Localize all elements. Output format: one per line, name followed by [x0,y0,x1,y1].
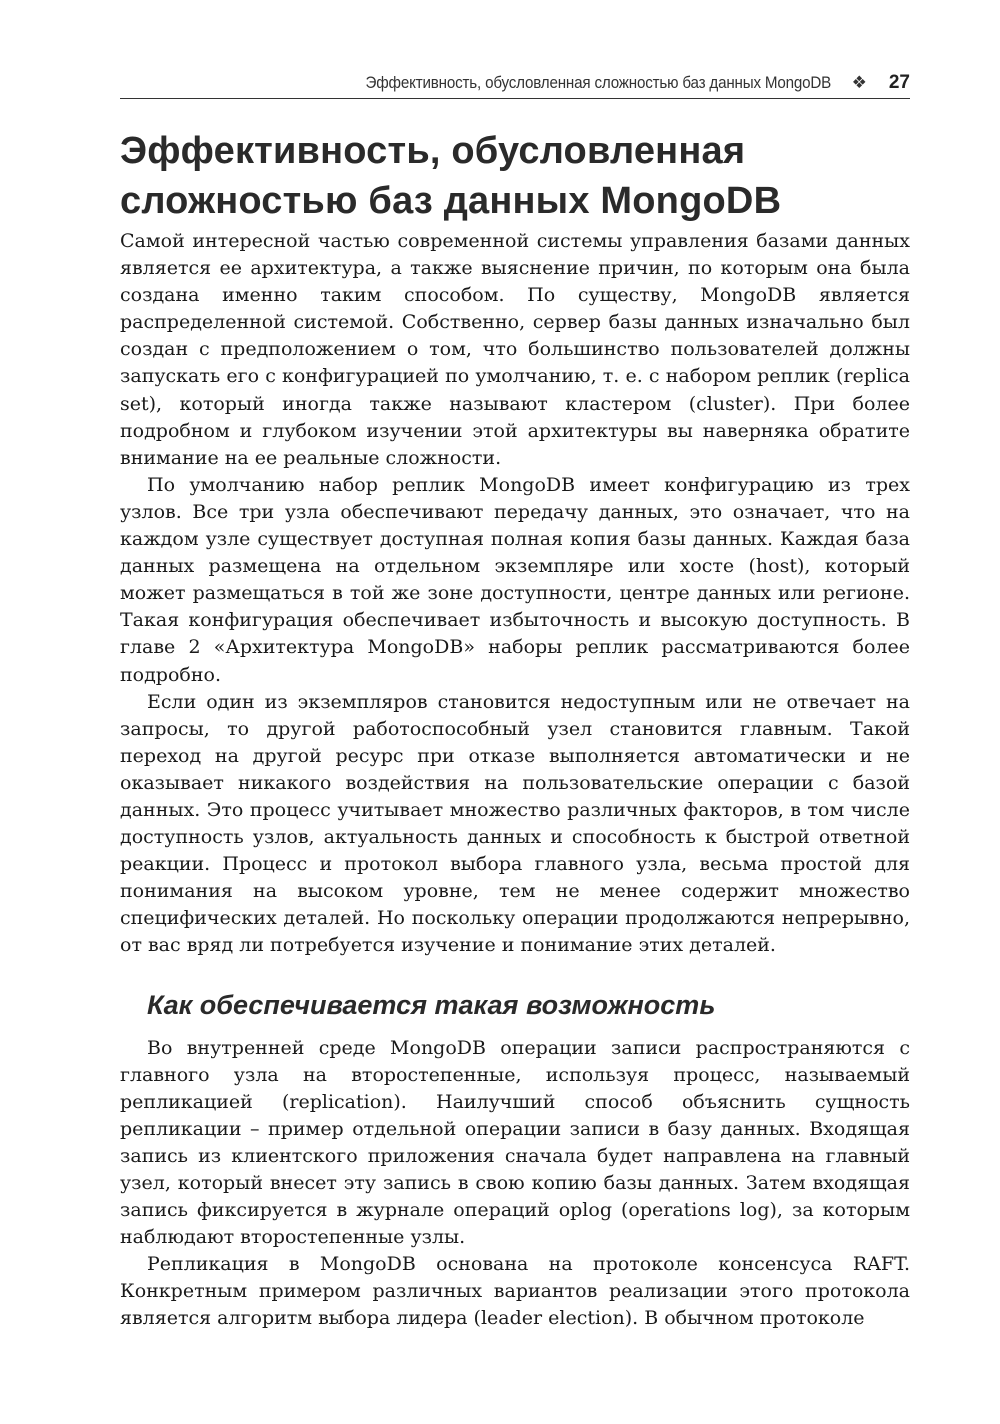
running-header [120,68,910,99]
diamond-ornament-icon: ❖ [851,73,867,92]
section-heading: Как обеспечивается такая возможность [147,989,716,1020]
body-paragraph: Если один из экземпляров становится недоступным или не отвечает на запросы, то другой работоспособный узел становится главным. Такой переход на другой ресурс при отказе выполняется автоматически и не оказывает никакого воздействия на пользовательские операции с базой данных. Это процесс учитывает множество различных факторов, в том числе доступность узлов, актуальность данных и способность к быстрой ответной реакции. Процесс и протокол выбора главного узла, весьма простой для понимания на высоком уровне, тем не менее содержит множество специфических деталей. Но поскольку операции продолжаются непрерывно, от вас вряд ли потребуется изучение и понимание этих деталей. [120,690,910,957]
body-paragraph: По умолчанию набор реплик MongoDB имеет конфигурацию из трех узлов. Все три узла обеспечивают передачу данных, это означает, что на каждом узле существует доступная полная копия базы данных. Каждая база данных размещена на отдельном экземпляре или хосте (host), который может размещаться в той же зоне доступности, центре данных или регионе. Такая конфигурация обеспечивает избыточность и высокую доступность. В главе 2 «Архитектура MongoDB» наборы реплик рассматриваются более подробно. [120,473,910,686]
running-title: Эффективность, обусловленная сложностью баз данных MongoDB [365,73,832,92]
body-paragraph: Во внутренней среде MongoDB операции записи распространяются с главного узла на второстепенные, используя процесс, называемый репликацией (replication). Наилучший способ объяснить сущность репликации – пример отдельной операции записи в базу данных. Входящая запись из клиентского приложения сначала будет направлена на главный узел, который внесет эту запись в свою копию базы данных. Затем входящая запись фиксируется в журнале операций oplog (operations log), за которым наблюдают второстепенные узлы. [120,1036,910,1249]
page-body [120,228,910,1333]
body-paragraph: Репликация в MongoDB основана на протоколе консенсуса RAFT. Конкретным примером различных вариантов реализации этого протокола является алгоритм выбора лидера (leader election). В обычном протоколе [120,1253,910,1330]
page-number: 27 [888,72,910,93]
chapter-title: Эффективность, обусловленная сложностью баз данных MongoDB [120,130,782,222]
body-paragraph: Самой интересной частью современной системы управления базами данных является ее архитектура, а также выяснение причин, по которым она была создана именно таким способом. По существу, MongoDB является распределенной системой. Собственно, сервер базы данных изначально был создан с предположением о том, что большинство пользователей должны запускать его с конфигурацией по умолчанию, т. е. с набором реплик (replica set), который иногда также называют кластером (cluster). При более подробном и глубоком изучении этой архитектуры вы наверняка обратите внимание на ее реальные сложности. [120,230,910,469]
